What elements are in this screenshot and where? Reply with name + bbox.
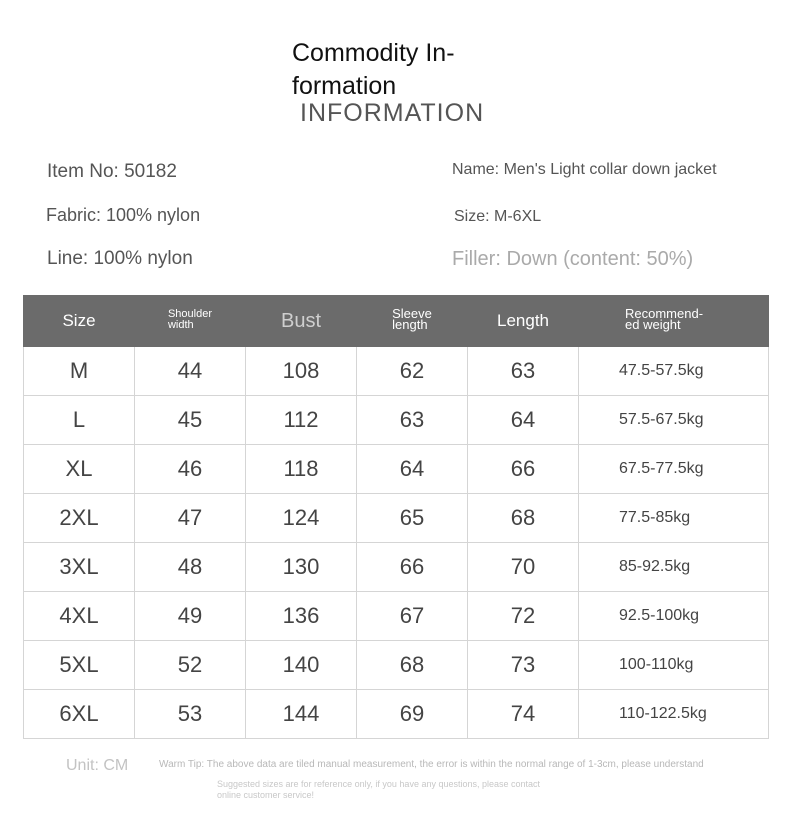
- cell-size: 6XL: [24, 690, 135, 739]
- cell-weight: 67.5-77.5kg: [579, 445, 769, 494]
- cell-length: 74: [468, 690, 579, 739]
- cell-weight: 110-122.5kg: [579, 690, 769, 739]
- warm-tip: Warm Tip: The above data are tiled manual measurement, the error is within the normal range of 1-3cm, please understand: [159, 759, 704, 770]
- lining-info: Line: 100% nylon: [47, 248, 193, 269]
- table-row: [24, 543, 769, 592]
- suggestion-line-1: Suggested sizes are for reference only, if you have any questions, please contact: [217, 779, 541, 789]
- cell-length: 66: [468, 445, 579, 494]
- table-row: [24, 592, 769, 641]
- cell-weight: 57.5-67.5kg: [579, 396, 769, 445]
- cell-sleeve: 66: [357, 543, 468, 592]
- cell-length: 68: [468, 494, 579, 543]
- table-row: [24, 494, 769, 543]
- cell-sleeve: 63: [357, 396, 468, 445]
- cell-shoulder: 44: [135, 347, 246, 396]
- cell-bust: 112: [246, 396, 357, 445]
- cell-shoulder: 53: [135, 690, 246, 739]
- cell-shoulder: 45: [135, 396, 246, 445]
- size-range: Size: M-6XL: [454, 208, 542, 225]
- table-row: [24, 445, 769, 494]
- title-subtitle: INFORMATION: [300, 99, 485, 127]
- header-size: Size: [24, 296, 135, 347]
- suggestion-line-2: online customer service!: [217, 790, 315, 800]
- header-shoulder: Shoulder width: [135, 296, 246, 347]
- cell-weight: 100-110kg: [579, 641, 769, 690]
- size-chart-table: [23, 295, 769, 739]
- cell-bust: 118: [246, 445, 357, 494]
- product-name: Name: Men's Light collar down jacket: [452, 161, 717, 178]
- filler-info: Filler: Down (content: 50%): [452, 248, 694, 270]
- cell-weight: 47.5-57.5kg: [579, 347, 769, 396]
- cell-length: 72: [468, 592, 579, 641]
- header-bust: Bust: [246, 296, 357, 347]
- cell-bust: 130: [246, 543, 357, 592]
- cell-length: 73: [468, 641, 579, 690]
- cell-bust: 140: [246, 641, 357, 690]
- fabric-info: Fabric: 100% nylon: [46, 205, 201, 225]
- cell-weight: 92.5-100kg: [579, 592, 769, 641]
- cell-weight: 77.5-85kg: [579, 494, 769, 543]
- title-line-1: Commodity In-: [292, 39, 455, 67]
- cell-sleeve: 68: [357, 641, 468, 690]
- title-line-2: formation: [292, 72, 397, 100]
- cell-length: 70: [468, 543, 579, 592]
- cell-size: L: [24, 396, 135, 445]
- table-row: [24, 690, 769, 739]
- unit-label: Unit: CM: [66, 757, 129, 774]
- cell-length: 64: [468, 396, 579, 445]
- cell-length: 63: [468, 347, 579, 396]
- table-row: [24, 347, 769, 396]
- cell-sleeve: 65: [357, 494, 468, 543]
- cell-bust: 108: [246, 347, 357, 396]
- cell-shoulder: 48: [135, 543, 246, 592]
- header-weight: Recommend- ed weight: [579, 296, 769, 347]
- table-header-row: [24, 296, 769, 347]
- header-sleeve: Sleeve length: [357, 296, 468, 347]
- cell-bust: 124: [246, 494, 357, 543]
- cell-size: 4XL: [24, 592, 135, 641]
- cell-bust: 144: [246, 690, 357, 739]
- cell-sleeve: 69: [357, 690, 468, 739]
- cell-size: XL: [24, 445, 135, 494]
- cell-sleeve: 64: [357, 445, 468, 494]
- cell-sleeve: 62: [357, 347, 468, 396]
- cell-shoulder: 46: [135, 445, 246, 494]
- cell-weight: 85-92.5kg: [579, 543, 769, 592]
- cell-bust: 136: [246, 592, 357, 641]
- cell-shoulder: 49: [135, 592, 246, 641]
- header-length: Length: [468, 296, 579, 347]
- cell-sleeve: 67: [357, 592, 468, 641]
- cell-shoulder: 52: [135, 641, 246, 690]
- cell-size: 3XL: [24, 543, 135, 592]
- cell-size: 2XL: [24, 494, 135, 543]
- cell-shoulder: 47: [135, 494, 246, 543]
- table-row: [24, 396, 769, 445]
- table-row: [24, 641, 769, 690]
- cell-size: M: [24, 347, 135, 396]
- cell-size: 5XL: [24, 641, 135, 690]
- item-number: Item No: 50182: [47, 161, 177, 182]
